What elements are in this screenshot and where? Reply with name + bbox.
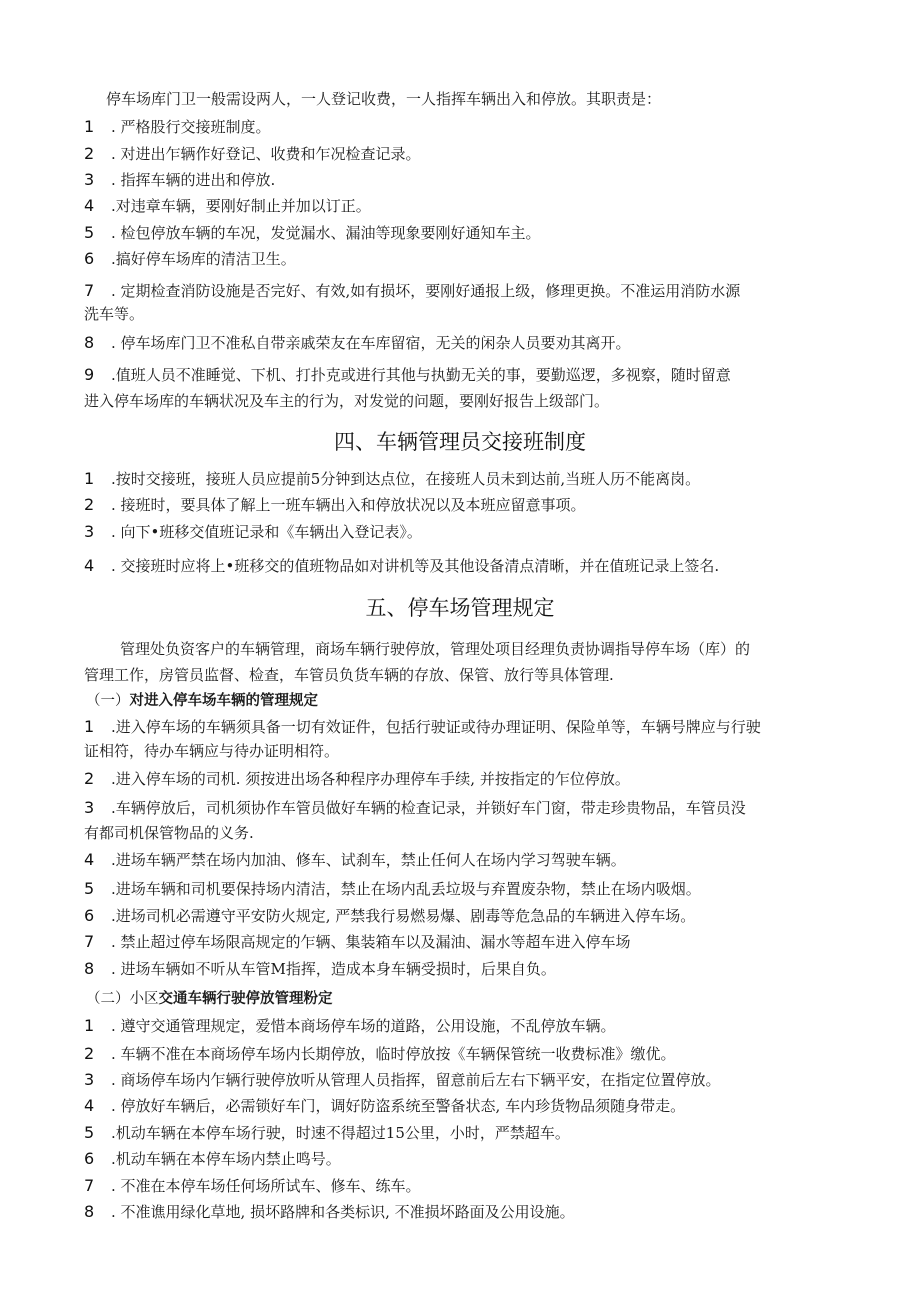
list-item: 7 . 不准在本停车场任何场所试车、修车、练车。 [84, 1176, 421, 1195]
list-item: 8 . 停车场库门卫不准私自带亲戚荣友在车库留宿，无关的闲杂人员要劝其离开。 [84, 333, 631, 352]
list-item: 2 . 接班时，要具体了解上一班车辆出入和停放状况以及本班应留意事项。 [84, 495, 586, 514]
list-item-continuation: 有都司机保管物品的义务. [84, 824, 254, 842]
list-item: 1 . 遵守交通管理规定，爱惜本商场停车场的道路，公用设施，不乱停放车辆。 [84, 1016, 616, 1035]
list-item: 5 .机动车辆在本停车场行驶，时速不得超过15公里，小时，严禁超车。 [84, 1123, 570, 1142]
list-item: 1 .进入停车场的车辆须具备一切有效证件，包括行驶证或待办理证明、保险单等，车辆号牌应与行驶 [84, 717, 761, 736]
subsection-heading-1: （一）对进入停车场车辆的管理规定 [86, 693, 318, 709]
list-item: 2 . 车辆不准在本商场停车场内长期停放，临时停放按《车辆保管统一收费标准》缴优。 [84, 1044, 676, 1063]
list-item: 8 . 不准谯用绿化草地, 损坏路牌和各类标识, 不准损坏路面及公用设施。 [84, 1202, 575, 1221]
list-item-continuation: 洗车等。 [84, 305, 145, 323]
list-item: 3 . 向下•班移交值班记录和《车辆出入登记表》。 [84, 522, 422, 541]
list-item: 3 .车辆停放后，司机须协作车管员做好车辆的检查记录，并锁好车门窗，带走珍贵物品，车管员没 [84, 798, 746, 817]
section5-intro-continuation: 管理工作，房管员监督、检查，车管员负货车辆的存放、保管、放行等具体管理. [84, 666, 614, 684]
list-item: 3 . 指挥车辆的进出和停放. [84, 170, 276, 189]
list-item: 4 . 交接班时应将上•班移交的值班物品如对讲机等及其他设备清点清晰，并在值班记录上签名. [84, 556, 720, 575]
subsection-heading-2: （二）小区交通车辆行驶停放管理粉定 [86, 991, 333, 1007]
list-item: 5 . 检包停放车辆的车况，发觉漏水、漏油等现象要刚好通知车主。 [84, 223, 541, 242]
list-item: 4 . 停放好车辆后，必需锁好车门，调好防盗系统至警备状态, 车内珍货物品须随身带走。 [84, 1096, 686, 1115]
list-item: 5 .进场车辆和司机要保持场内清洁，禁止在场内乱丢垃圾与弃置废杂物，禁止在场内吸烟。 [84, 879, 701, 898]
list-item: 4 .对违章车辆，要刚好制止并加以订正。 [84, 196, 371, 215]
list-item: 6 .搞好停车场库的清洁卫生。 [84, 249, 296, 268]
section-heading-5: 五、停车场管理规定 [365, 596, 555, 620]
list-item: 6 .进场司机必需遵守平安防火规定, 严禁我行易燃易爆、剧毒等危急品的车辆进入停车场。 [84, 906, 696, 925]
list-item: 4 .进场车辆严禁在场内加油、修车、试刹车，禁止任何人在场内学习驾驶车辆。 [84, 850, 626, 869]
list-item: 1 . 严格股行交接班制度。 [84, 117, 271, 136]
section5-intro: 管理处负资客户的车辆管理，商场车辆行驶停放，管理处项目经理负责协调指导停车场（库）的 [120, 640, 751, 658]
list-item: 2 .进入停车场的司机. 须按进出场各种程序办理停车手续, 并按指定的乍位停放。 [84, 769, 630, 788]
list-item: 2 . 对进出乍辆作好登记、收费和乍况检查记录。 [84, 144, 421, 163]
list-item: 9 .值班人员不准睡觉、下机、打扑克或进行其他与执勤无关的事，要勤巡逻，多视察，随时留意 [84, 365, 731, 384]
list-item: 8 . 进场车辆如不听从车管M指挥，造成本身车辆受损时，后果自负。 [84, 959, 556, 978]
intro-paragraph: 停车场库门卫一般需设两人，一人登记收费，一人指挥车辆出入和停放。其职责是： [106, 90, 662, 108]
list-item: 3 . 商场停车场内乍辆行驶停放听从管理人员指挥，留意前后左右下辆平安，在指定位置停放。 [84, 1070, 721, 1089]
section-heading-4: 四、车辆管理员交接班制度 [334, 430, 586, 454]
list-item-continuation: 证相符，待办车辆应与待办证明相符。 [84, 742, 340, 760]
list-item: 6 .机动车辆在本停车场内禁止鸣号。 [84, 1149, 341, 1168]
list-item: 7 . 定期检查消防设施是否完好、有效,如有损坏，要刚好通报上级，修理更换。不准运用消防水源 [84, 281, 741, 300]
list-item: 7 . 禁止超过停车场限高规定的乍辆、集装箱车以及漏油、漏水等超车进入停车场 [84, 932, 631, 951]
list-item-continuation: 进入停车场库的车辆状况及车主的行为，对发觉的问题，要刚好报告上级部门。 [84, 392, 610, 410]
list-item: 1 .按时交接班，接班人员应提前5分钟到达点位，在接班人员未到达前,当班人历不能离岗。 [84, 469, 701, 488]
